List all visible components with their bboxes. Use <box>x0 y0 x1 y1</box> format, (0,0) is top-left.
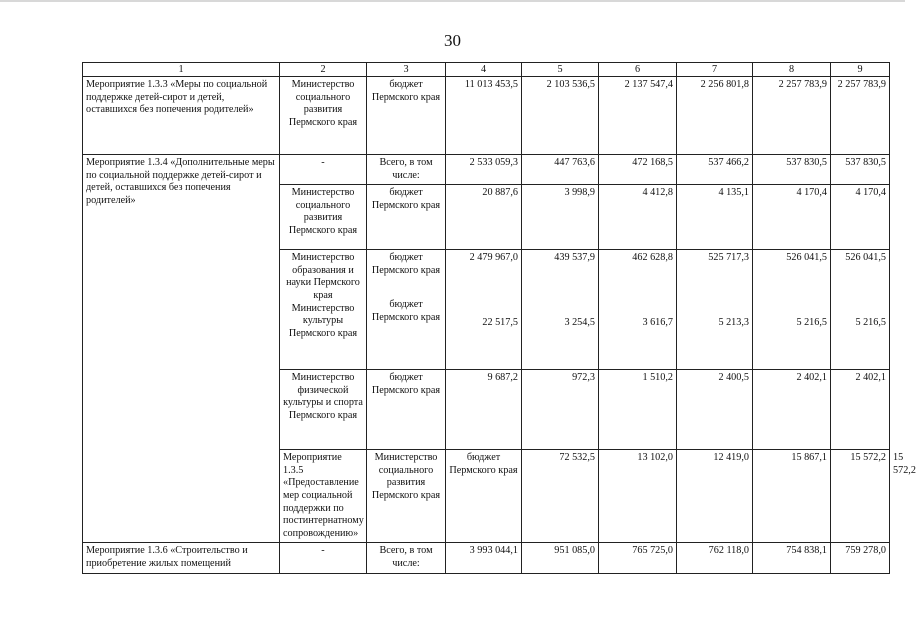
source-cell: Всего, в том числе: <box>367 543 446 573</box>
value-cell: 1 510,2 <box>599 370 677 450</box>
executor-cell: Министерство образования и науки Пермского края <box>286 252 360 301</box>
executor-cell: Министерство социального развития Пермского края <box>280 185 367 250</box>
measure-name: Мероприятие 1.3.5 «Предоставление мер социальной поддержки по постинтернатному сопровождению» <box>280 450 367 543</box>
value-cell: 2 402,1 <box>753 370 831 450</box>
value-cell: 2 400,5 <box>677 370 753 450</box>
executor-cell: Министерство физической культуры и спорта Пермского края <box>280 370 367 450</box>
value-cell: 439 537,9 <box>554 252 595 264</box>
value-cell: 5 216,5 <box>796 316 827 328</box>
source-cell: бюджет Пермского края <box>367 185 446 250</box>
value-cell: 12 419,0 <box>677 450 753 543</box>
value-cell: 2 137 547,4 <box>599 77 677 155</box>
value-cell: 3 254,5 <box>564 316 595 328</box>
value-cell: 5 216,5 <box>855 316 886 328</box>
value-cell: 4 412,8 <box>599 185 677 250</box>
value-cell: 9 687,2 <box>446 370 522 450</box>
value-cell: 537 830,5 <box>753 155 831 185</box>
value-cell: 3 993 044,1 <box>446 543 522 573</box>
value-cell: 3 998,9 <box>522 185 599 250</box>
value-cell: 13 102,0 <box>599 450 677 543</box>
source-cell: Всего, в том числе: <box>367 155 446 185</box>
header-cell: 3 <box>367 63 446 77</box>
value-cell: 525 717,3 <box>708 252 749 264</box>
value-cell: 22 517,5 <box>482 316 518 328</box>
measure-name: Мероприятие 1.3.3 «Меры по социальной поддержке детей-сирот и детей, оставшихся без попечения родителей» <box>83 77 280 155</box>
source-cell: бюджет Пермского края <box>367 77 446 155</box>
scan-top-edge <box>0 0 905 2</box>
executor-cell: Министерство культуры Пермского края <box>288 302 358 339</box>
value-cell: 537 466,2 <box>677 155 753 185</box>
measure-name: Мероприятие 1.3.4 «Дополнительные меры по социальной поддержке детей-сирот и детей, оставшихся без попечения родителей» <box>83 155 280 543</box>
executor-cell: Министерство социального развития Пермского края <box>367 450 446 543</box>
measure-name: Мероприятие 1.3.6 «Строительство и приобретение жилых помещений <box>83 543 280 573</box>
value-cell: 2 257 783,9 <box>753 77 831 155</box>
value-cell: 4 135,1 <box>677 185 753 250</box>
value-cell: 3 616,7 <box>642 316 673 328</box>
table-row <box>83 155 890 185</box>
value-cell: 537 830,5 <box>831 155 890 185</box>
executor-cell: - <box>280 543 367 573</box>
table-header-row <box>83 63 890 77</box>
budget-table <box>82 62 916 574</box>
table-row: Мероприятие 1.3.5 «Предоставление мер социальной поддержки по постинтернатному сопровождению» Министерство социального развития Пермского края бюджет Пермского края 72 532,5 13 102,0 12 419,0 15 867,1 15 572,2 15 572,2 <box>83 450 890 543</box>
value-cell: 2 256 801,8 <box>677 77 753 155</box>
page-number: 30 <box>444 31 461 50</box>
value-cell: 754 838,1 <box>753 543 831 573</box>
header-cell: 7 <box>677 63 753 77</box>
value-cell: 2 533 059,3 <box>446 155 522 185</box>
value-cell: 2 479 967,0 <box>469 252 518 264</box>
header-cell: 4 <box>446 63 522 77</box>
source-cell: бюджет Пермского края <box>367 370 446 450</box>
value-cell: 972,3 <box>522 370 599 450</box>
value-cell: 15 572,2 <box>831 450 890 543</box>
value-cell: 765 725,0 <box>599 543 677 573</box>
value-cell: 20 887,6 <box>446 185 522 250</box>
value-cell: 11 013 453,5 <box>446 77 522 155</box>
source-cell: бюджет Пермского края <box>371 299 441 323</box>
value-cell: 5 213,3 <box>718 316 749 328</box>
header-cell: 5 <box>522 63 599 77</box>
source-cell: бюджет Пермского края <box>371 252 441 276</box>
executor-cell: Министерство социального развития Пермского края <box>280 77 367 155</box>
executor-cell: - <box>280 155 367 185</box>
value-cell: 472 168,5 <box>599 155 677 185</box>
value-cell: 15 867,1 <box>753 450 831 543</box>
header-cell: 2 <box>280 63 367 77</box>
value-cell: 526 041,5 <box>845 252 886 264</box>
header-cell: 6 <box>599 63 677 77</box>
table-row <box>83 543 890 573</box>
value-cell: 72 532,5 <box>522 450 599 543</box>
source-cell: бюджет Пермского края <box>446 450 522 543</box>
table-row <box>83 77 890 155</box>
value-cell: 951 085,0 <box>522 543 599 573</box>
value-cell: 762 118,0 <box>677 543 753 573</box>
header-cell: 1 <box>83 63 280 77</box>
value-cell: 4 170,4 <box>831 185 890 250</box>
value-cell: 4 170,4 <box>753 185 831 250</box>
value-cell: 2 103 536,5 <box>522 77 599 155</box>
value-cell: 447 763,6 <box>522 155 599 185</box>
value-cell: 462 628,8 <box>632 252 673 264</box>
value-cell: 2 257 783,9 <box>831 77 890 155</box>
value-cell: 526 041,5 <box>786 252 827 264</box>
header-cell: 9 <box>831 63 890 77</box>
value-cell: 2 402,1 <box>831 370 890 450</box>
value-cell: 759 278,0 <box>831 543 890 573</box>
header-cell: 8 <box>753 63 831 77</box>
